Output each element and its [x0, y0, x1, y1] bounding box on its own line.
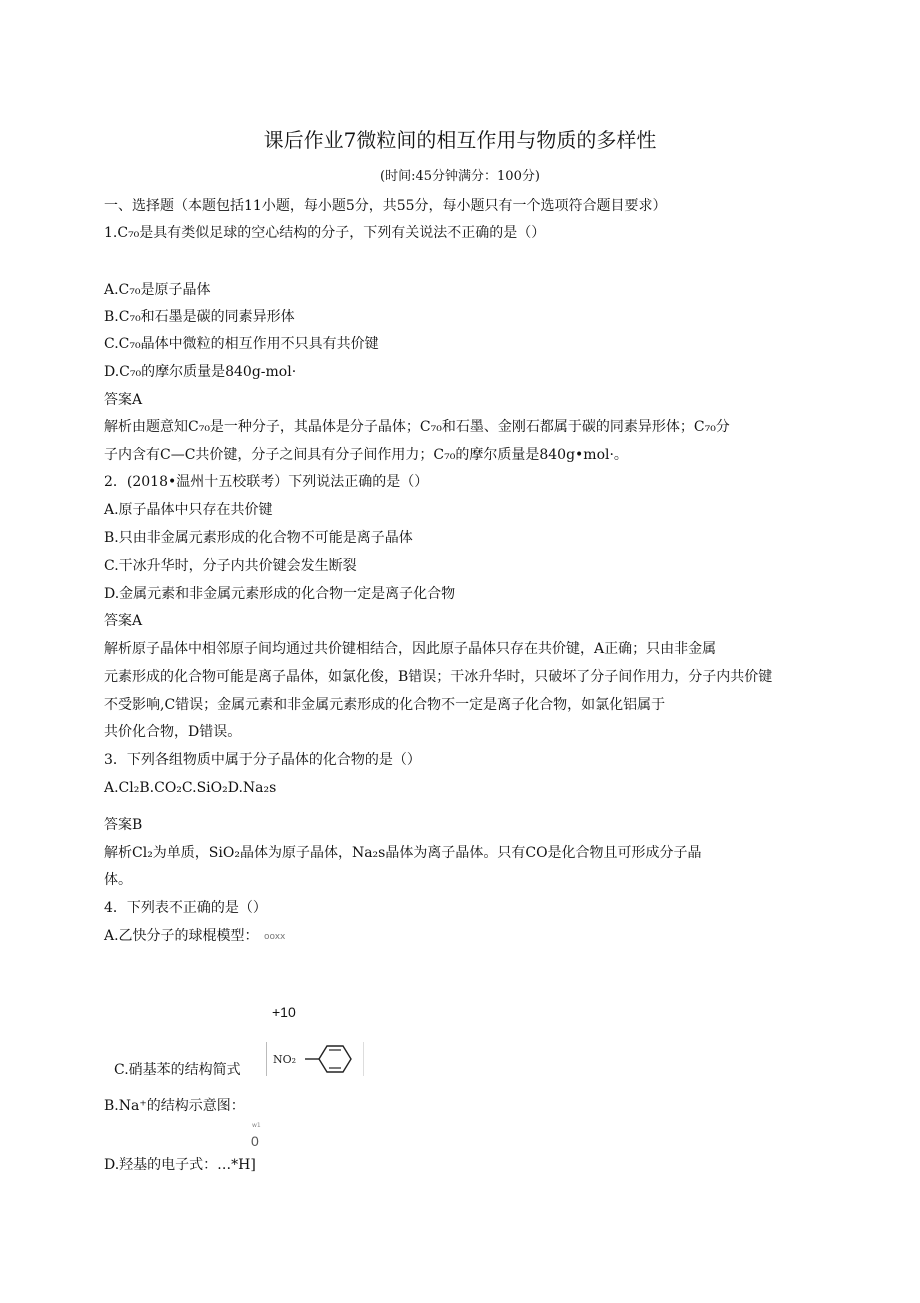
- q1-option-b: B.C₇₀和石墨是碳的同素异形体: [104, 309, 295, 325]
- q3-analysis-line-1: 解析Cl₂为单质，SiO₂晶体为原子晶体，Na₂s晶体为离子晶体。只有CO是化合物且可形成分子晶: [104, 845, 702, 861]
- q4-option-c: C.硝基苯的结构简式: [114, 1062, 241, 1078]
- q2-option-a: A.原子晶体中只存在共价键: [104, 502, 273, 518]
- nitro-group-label: NO₂: [273, 1053, 297, 1066]
- q2-option-c: C.干冰升华时，分子内共价键会发生断裂: [104, 558, 357, 574]
- nucleus-charge-label: +10: [272, 1004, 296, 1020]
- page-subtitle: (时间:45分钟满分：100分): [380, 169, 540, 184]
- q2-analysis-line-1: 解析原子晶体中相邻原子间均通过共价键相结合，因此原子晶体只存在共价键，A正确；只由非金属: [104, 641, 717, 657]
- q2-answer: 答案A: [104, 613, 143, 629]
- q2-option-b: B.只由非金属元素形成的化合物不可能是离子晶体: [104, 530, 413, 546]
- q1-option-a: A.C₇₀是原子晶体: [104, 282, 211, 298]
- q3-stem: 3．下列各组物质中属于分子晶体的化合物的是（）: [104, 752, 421, 768]
- q1-analysis-line-1: 解析由题意知C₇₀是一种分子，其晶体是分子晶体；C₇₀和石墨、金刚石都属于碳的同素异形体；C₇₀分: [104, 419, 730, 435]
- q1-analysis-line-2: 子内含有C—C共价键，分子之间具有分子间作用力；C₇₀的摩尔质量是840g•mol·。: [104, 447, 628, 463]
- q4-stem: 4．下列表不正确的是（）: [104, 900, 267, 916]
- section-header: 一、选择题（本题包括11小题，每小题5分，共55分，每小题只有一个选项符合题目要求）: [104, 198, 667, 214]
- q2-option-d: D.金属元素和非金属元素形成的化合物一定是离子化合物: [104, 586, 456, 602]
- nitrobenzene-structure-image: [266, 1042, 364, 1076]
- q4-option-d: D.羟基的电子式：…*H]: [104, 1157, 256, 1173]
- q1-answer: 答案A: [104, 392, 143, 408]
- shell-mark: w1: [252, 1122, 261, 1129]
- q3-options: A.Cl₂B.CO₂C.SiO₂D.Na₂s: [104, 780, 277, 796]
- q2-analysis-line-2: 元素形成的化合物可能是离子晶体，如氯化俊，B错误；干冰升华时，只破坏了分子间作用力，分子内共价键: [104, 669, 773, 685]
- q3-answer: 答案B: [104, 817, 143, 833]
- q2-analysis-line-4: 共价化合物，D错误。: [104, 724, 242, 740]
- nitrobenzene-structure-drawing: [267, 1042, 363, 1076]
- q4-option-b: B.Na⁺的结构示意图：: [104, 1098, 245, 1114]
- q2-stem: 2．(2018•温州十五校联考）下列说法正确的是（）: [104, 474, 429, 490]
- q1-stem: 1.C₇₀是具有类似足球的空心结构的分子，下列有关说法不正确的是（）: [104, 225, 546, 241]
- q4-option-a: A.乙快分子的球棍模型：: [104, 928, 259, 944]
- q2-analysis-line-3: 不受影响,C错误；金属元素和非金属元素形成的化合物不一定是离子化合物，如氯化铝属于: [104, 697, 666, 713]
- shell-electron-zero: 0: [251, 1133, 259, 1149]
- ball-stick-model-placeholder: ooxx: [264, 932, 286, 942]
- q1-option-d: D.C₇₀的摩尔质量是840g-mol·: [104, 364, 297, 380]
- page-title: 课后作业7微粒间的相互作用与物质的多样性: [263, 128, 657, 152]
- q3-analysis-line-2: 体。: [104, 872, 132, 888]
- q1-option-c: C.C₇₀晶体中微粒的相互作用不只具有共价键: [104, 336, 379, 352]
